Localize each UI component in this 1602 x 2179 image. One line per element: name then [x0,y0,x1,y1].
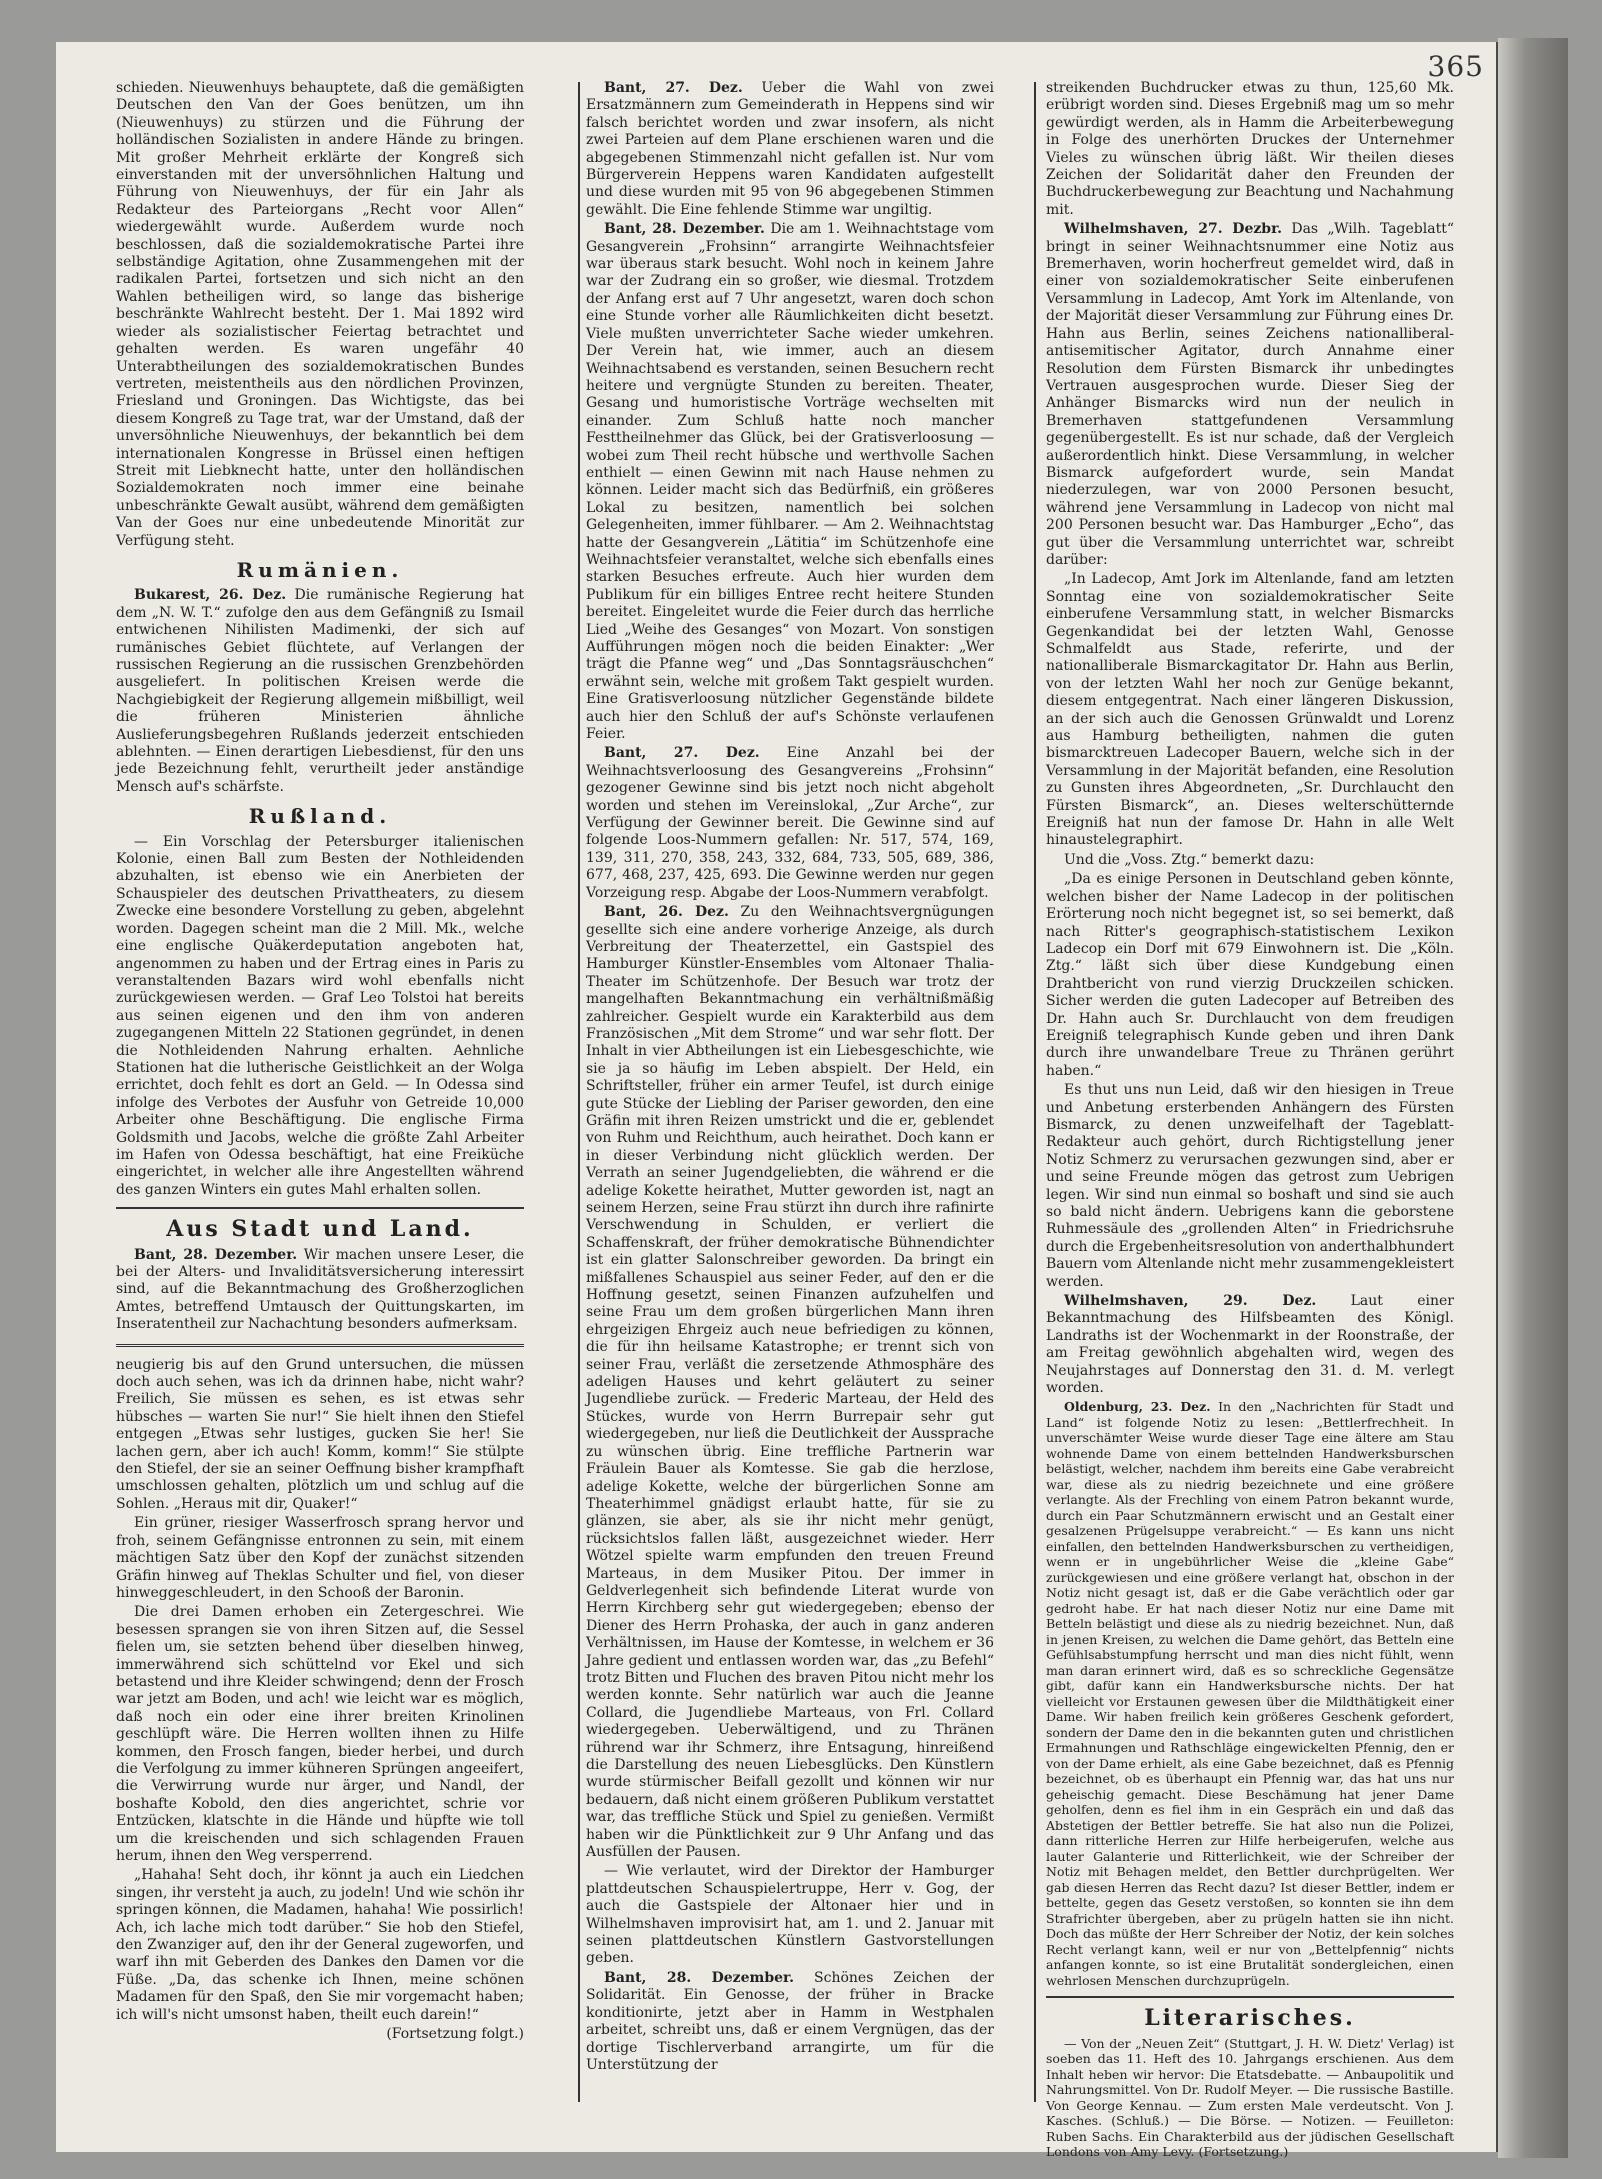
article-body: In den „Nachrichten für Stadt und Land“ ist folgende Notiz zu lesen: „Bettlerfrechheit. In unverschämter Weise wurde dieser Tage eine ältere am Stau wohnende Dame von einem bettelnden Handwerksburschen belästigt, welcher, nachdem ihm bereits eine Gabe verabreicht war, diese als zu niedrig bezeichnete und eine größere verlangte. Als der Frechling von einem Patron bekannt wurde, durch ein Paar Schutzmännern erwischt und an Gestalt einer gesalzenen Prügelsuppe verabreicht.“ — Es kann uns nicht einfallen, den bettelnden Handwerksburschen zu vertheidigen, wenn er in ungebührlicher Weise die „kleine Gabe“ zurückgewiesen und eine größere verlangt hat, obschon in der Notiz nicht gesagt ist, daß er die Gabe verächtlich oder gar gedroht habe. Er hat nach dieser Notiz nur eine Dame mit Betteln belästigt und diese als zu niedrig bezeichnet. Nun, daß in jenen Kreisen, zu welchen die Dame gehört, das Betteln eine Gefühlsabstumpfung herrscht und man dies nicht fühlt, wenn man daran erinnert wird, daß es so schreckliche Gegensätze gibt, dafür kann ein Handwerksbursche nichts. Der hat vielleicht vor Erstaunen gewesen über die Mildthätigkeit einer Dame. Wir haben freilich kein größeres Geschenk gefordert, sondern der Dame den in die bekannten guten und christlichen Ermahnungen und Rathschläge eingewickelten Pfennig, den er von der Dame erhielt, als eine Gabe bezeichnet, daß es Pfennig bezeichnet, ob es überhaupt ein Pfennig war, das hat uns nur geheischig gemacht. Diese Beschämung hat jener Dame geholfen, denn es fiel ihm in ein Gespräch ein und daß das Abstetigen der Bettler betreffe. Sie hat also nun die Polizei, dann ritterliche Herren zur Hilfe herbeigerufen, welche aus lauter Galanterie und Ritterlichkeit, wie der Schreiber der Notiz mit Behagen meldet, den Bettler durchprügelten. Wer gab diesen Herren das Recht dazu? Ist dieser Bettler, indem er bettelte, gegen das Gesetz verstoßen, so konnten sie ihn dem Strafrichter übergeben, aber zu prügeln hatten sie ihn nicht. Doch das müßte der Herr Schreiber der Notiz, der kein solches Recht verlangt kann, weil er nur von „Bettelpfennig“ nichts anfangen konnte, so ist eine Brutalität sondergleichen, einen wehrlosen Menschen durchzuprügeln. [1046,1399,1455,1988]
article-body: Das „Wilh. Tageblatt“ bringt in seiner Weihnachtsnummer eine Notiz aus Bremerhaven, worin hocherfreut gemeldet wird, daß in einer von sozialdemokratischer Seite einberufenen Versammlung in Ladecop, Amt York im Altenlande, von der Majorität dieser Versammlung zur Führung eines Dr. Hahn aus Berlin, seines Zeichens nationalliberal-antisemitischer Agitator, durch Annahme einer Resolution dem Fürsten Bismarck ihr unbedingtes Vertrauen ausgesprochen wurde. Dieser Sieg der Anhänger Bismarcks wird nun der neulich in Bremerhaven stattgefundenen Versammlung gegenübergestellt. Es ist nur schade, daß der Vergleich außerordentlich hinkt. Diese Versammlung, in welcher Bismarck aufgefordert wurde, sein Mandat niederzulegen, war von 2000 Personen besucht, während jene Versammlung in Ladecop von nicht mal 200 Personen besucht war. Das Hamburger „Echo“, das gut über die Versammlung unterrichtet war, schreibt darüber: [1046,221,1455,568]
feuilleton-text: „Hahaha! Seht doch, ihr könnt ja auch ein Liedchen singen, ihr versteht ja auch, zu jodeln! Und wie schön ihr springen können, die Madamen, hahaha! Wie possirlich! Ach, ich lache mich todt darüber.“ Sie hob den Stiefel, den Zwanziger auf, den ihr der General zugeworfen, und warf ihn mit Geberden des Dankes den Damen vor die Füße. „Da, das schenke ich Ihnen, meine schönen Madamen für den Spaß, den Sie mir vorgemacht haben; ich will's nicht umsonst haben, theilt euch darein!“ [116,1867,524,2023]
article-body: Wir machen unsere Leser, die bei der Alters- und Invaliditätsversicherung interessirt sind, auf die Bekanntmachung des Großherzoglichen Amtes, betreffend Umtausch der Quittungskarten, im Inseratentheil zur Nachachtung besonders aufmerksam. [116,1246,524,1333]
page-edge [1498,38,1568,2158]
article-text [1046,1293,1454,1397]
dateline: Bukarest, 26. Dez. [134,587,287,604]
article-text: streikenden Buchdrucker etwas zu thun, 125,60 Mk. erübrigt worden sind. Dieses Ergebniß mag um so mehr gewürdigt werden, als in Hamm die Arbeiterbewegung in Folge des unerhörten Druckes der Unternehmer Vieles zu wünschen übrig läßt. Wir theilen dieses Zeichen der Solidarität daher den Freunden der Buchdruckerbewegung zur Beachtung und Nachahmung mit. [1046,80,1454,218]
page-number: 365 [1427,50,1484,83]
section-heading-literarisches: Literarisches. [1144,2005,1356,2032]
article-text: — Von der „Neuen Zeit“ (Stuttgart, J. H. W. Dietz' Verlag) ist soeben das 11. Heft des 10. Jahrgangs erschienen. Aus dem Inhalt heben wir hervor: Die Etatsdebatte. — Anbaupolitik und Nahrungsmittel. Von Dr. Rudolf Meyer. — Die russische Bastille. Von George Kennau. — Zum ersten Male verdeutscht. Von J. Kasches. (Schluß.) — Die Börse. — Notizen. — Feuilleton: Ruben Sachs. Ein Charakterbild aus der jüdischen Gesellschaft Londons von Amy Levy. (Fortsetzung.) [1046,2035,1454,2160]
separator [116,1207,524,1209]
column-2 [586,80,994,2112]
dateline: Bant, 26. Dez. [604,904,729,921]
feuilleton-text: Ein grüner, riesiger Wasserfrosch sprang hervor und froh, seinem Gefängnisse entronnen zu sein, mit einem mächtigen Satz über den Kopf der zunächst sitzenden Gräfin hinweg auf Theklas Schulter und fiel, von dieser hinweggeschleudert, in den Schooß der Baronin. [116,1515,524,1601]
separator [1046,1996,1454,1998]
fortsetzung-note: (Fortsetzung folgt.) [386,2026,524,2043]
column-rule [1034,82,1036,2102]
dateline: Oldenburg, 23. Dez. [1064,1399,1211,1415]
article-body: Die rumänische Regierung hat dem „N. W. T.“ zufolge den aus dem Gefängniß zu Ismail entwichenen Nihilisten Madimenki, der sich auf rumänisches Gebiet flüchtete, auf Verlangen der russischen Regierung an die russischen Grenzbehörden ausgeliefert. In politischen Kreisen werde die Nachgiebigkeit der Regierung allgemein mißbilligt, weil die früheren Ministerien ähnliche Auslieferungsbegehren Rußlands jederzeit entschieden ablehnten. — Einen derartigen Liebesdienst, für den uns jede Bezeichnung fehlt, verurtheilt jeder anständige Mensch auf's schärfste. [116,587,525,795]
article-body: Ueber die Wahl von zwei Ersatzmännern zum Gemeinderath in Heppens sind wir falsch berichtet worden und zwar insofern, als nicht zwei Parteien auf dem Plane erschienen waren und die abgegebenen Stimmenzahl nicht gefallen ist. Nur vom Bürgerverein Heppens waren Kandidaten aufgestellt und diese wurden mit 95 von 96 abgegebenen Stimmen gewählt. Die Eine fehlende Stimme war ungiltig. [586,80,994,218]
feuilleton-text: Die drei Damen erhoben ein Zetergeschrei. Wie besessen sprangen sie von ihren Sitzen auf, die Sessel fielen um, sie setzten behend über dieselben hinweg, immerwährend sich schüttelnd vor Ekel und sich betastend und ihre Kleider schwingend; denn der Frosch war jetzt am Boden, und ach! wie leicht war es möglich, daß noch ein oder eine ihrer breiten Krinolinen geschlüpft wäre. Die Herren wollten ihnen zu Hilfe kommen, den Frosch fangen, bieder herbei, und durch die Verfolgung zu immer kühneren Sprüngen angeeifert, die Verwirrung wurde nur ärger, und Nandl, der boshafte Kobold, den dies angerichtet, schrie vor Entzücken, klatschte in die Hände und hüpfte wie toll um die kreischenden und sich schlagenden Frauen herum, ihnen den Weg versperrend. [116,1604,524,1864]
dateline: Bant, 28. Dezember. [604,221,765,238]
article-body: Zu den Weihnachtsvergnügungen gesellte sich eine andere vorherige Anzeige, als durch Verbreitung der Theaterzettel, ein Gastspiel des Hamburger Künstler-Ensembles vom Altonaer Thalia-Theater im Schützenhofe. Der Besuch war trotz der mangelhaften Bekanntmachung ein verhältnißmäßig zahlreicher. Gespielt wurde ein Karakterbild aus dem Französischen „Mit dem Strome“ und war sehr flott. Der Inhalt in vier Abtheilungen ist ein Liebesgeschichte, wie sie ja so häufig im Leben abspielt. Der Held, ein Schriftsteller, früher ein armer Teufel, ist durch einige gute Stücke der Liebling der Pariser geworden, den eine Gräfin mit ihren Reizen umstrickt und die er, geblendet von Ruhm und Reichthum, auch heirathet. Doch kann er in dieser Verbindung nicht glücklich werden. Der Verrath an seiner Jugendgeliebten, die während er die adelige Kokette heirathet, Mutter geworden ist, nagt an seinem Herzen, seine Frau stürzt ihn durch ihre rafinirte Verschwendung in Schulden, er verliert die Schaffenskraft, der früher demokratische Bühnendichter ist ein glatter Salonschreiber geworden. Da bringt ein mißfallenes Schauspiel aus seiner Feder, auf den er die Hoffnung gesetzt, seinen Finanzen aufzuhelfen und seine Frau um dem großen bürgerlichen Mann ihren ehrgeizigen Ehrgeiz auch neue befriedigen zu können, die für ihn heilsame Katastrophe; er trennt sich von seiner Frau, verläßt die zersetzende Athmosphäre des adeligen Hauses und kehrt geläutert zu seiner Jugendliebe zurück. — Frederic Marteau, der Held des Stückes, wurde von Herrn Burrepair sehr gut wiedergegeben, nur ließ die Deutlichkeit der Aussprache zu wünschen übrig. Eine treffliche Partnerin war Fräulein Bauer als Komtesse. Sie gab die herzlose, adelige Kokette, welche der bürgerlichen Sonne am Theaterhimmel gnädigst erlaubt hatte, für sie zu glänzen, sie aber, als sie ihr nicht mehr genügt, rücksichtslos fallen läßt, ausgezeichnet wieder. Herr Wötzel spielte warm empfunden den treuen Freund Marteaus, in dem Musiker Pitou. Der immer in Geldverlegenheit sich befindende Literat wurde von Herrn Kirchberg sehr gut wiedergegeben; ebenso der Diener des Herrn Prohaska, der auch in ganz anderen Verhältnissen, im Hause der Komtesse, in welchem er 36 Jahre gedient und entlassen worden war, das „zu Befehl“ trotz Bitten und Fluchen des braven Pitou nicht mehr los werden konnte. Sehr natürlich war auch die Jeanne Collard, die Jugendliebe Marteaus, von Frl. Collard wiedergegeben. Ueberwältigend, und zu Thränen rührend war ihr Schmerz, ihre Entsagung, hinreißend die Darstellung des neuen Liebesglücks. Den Künstlern wurde stürmischer Beifall gezollt und können wir nur bedauern, daß nicht einem größeren Publikum verstattet war, das treffliche Stück und Spiel zu genießen. Vermißt haben wir die Pünktlichkeit zur 9 Uhr Anfang und das Ausfüllen der Pausen. [586,904,995,1861]
section-heading-rumaenien: Rumänien. [236,557,404,582]
article-body: Eine Anzahl bei der Weihnachtsverloosung des Gesangvereins „Frohsinn“ gezogener Gewinne sind bis jetzt noch nicht abgeholt worden und stehen im Vereinslokal, „Zur Arche“, zur Verfügung der Gewinner bereit. Die Gewinne sind auf folgende Loos-Nummern gefallen: Nr. 517, 574, 169, 139, 311, 270, 358, 243, 332, 684, 733, 505, 689, 386, 677, 468, 237, 425, 693. Die Gewinne werden nur gegen Vorzeigung resp. Abgabe der Loos-Nummern verabfolgt. [586,745,995,901]
dateline: Bant, 28. Dezember. [134,1246,298,1263]
column-3 [1046,80,1455,2160]
article-text [116,587,524,796]
section-heading-russland: Rußland. [248,804,392,829]
article-quote: „Da es einige Personen in Deutschland geben könnte, welchen bisher der Name Ladecop in der politischen Erörterung noch nicht begegnet ist, so sei bemerkt, daß nach Ritter's geographisch-statistischem Lexikon Ladecop ein Dorf mit 679 Einwohnern ist. Die „Köln. Ztg.“ läßt sich über diese Kundgebung einen Drahtbericht von rund vierzig Druckzeilen schicken. Sicher werden die guten Ladecoper auf Betreiben des Dr. Hahn auch Sr. Durchlaucht von dem freudigen Ereigniß telegraphisch Kunde geben und ihren Dank durch ihre unwandelbare Treue zu Thränen gerührt haben.“ [1046,871,1454,1079]
article-text: — Ein Vorschlag der Petersburger italienischen Kolonie, einen Ball zum Besten der Nothleidenden abzuhalten, ist ebenso wie ein Anerbieten der Schauspieler des deutschen Privattheaters, zu diesem Zwecke eine besondere Vorstellung zu geben, abgelehnt worden. Dagegen scheint man die 2 Mill. Mk., welche eine englische Quäkerdeputation angeboten hat, angenommen zu haben und der Ertrag eines in Paris zu veranstaltenden Bazars wird wohl ebenfalls nicht zurückgewiesen werden. — Graf Leo Tolstoi hat bereits aus seinen eigenen und den ihm von anderen zugegangenen Mitteln 22 Stationen gegründet, in denen die Nothleidenden Nahrung erhalten. Aehnliche Stationen hat die lutherische Geistlichkeit an der Wolga errichtet, doch fehlt es dort an Geld. — In Odessa sind infolge des Verbotes der Ausfuhr von Getreide 10,000 Arbeiter ohne Beschäftigung. Die englische Firma Goldsmith und Jacobs, welche die größte Zahl Arbeiter im Hafen von Odessa beschäftigt, hat eine Freiküche eingerichtet, in welcher alle ihre Angestellten während des ganzen Winters ein gutes Mahl erhalten sollen. [116,833,524,1198]
article-text [586,904,994,1861]
dateline: Bant, 27. Dez. [604,80,743,96]
article-text [1046,1399,1454,1988]
column-rule [578,82,580,2102]
article-body: Die am 1. Weihnachtstage vom Gesangverein „Frohsinn“ arrangirte Weihnachtsfeier war überaus stark besucht. Wohl noch in keinem Jahre war der Zudrang ein so großer, wie diesmal. Trotzdem der Anfang erst auf 7 Uhr angesetzt, waren doch schon eine Stunde vorher alle Räumlichkeiten dicht besetzt. Viele mußten unverrichteter Sache wieder umkehren. Der Verein hat, wie immer, auch an diesem Weihnachtsabend es verstanden, seinen Besuchern recht heitere und vergnügte Stunden zu bereiten. Theater, Gesang und humoristische Vorträge wechselten mit einander. Zum Schluß hatte noch mancher Festtheilnehmer das Glück, bei der Gratisverloosung — wobei zum Theil recht hübsche und werthvolle Sachen enthielt — einen Gewinn mit nach Hause nehmen zu können. Leider macht sich das Bedürfniß, ein größeres Lokal zu besitzen, namentlich bei solchen Gelegenheiten, immer fühlbarer. — Am 2. Weihnachtstag hatte der Gesangverein „Lätitia“ im Schützenhofe eine Weihnachtsfeier veranstaltet, welche sich ebenfalls eines starken Besuches erfreute. Auch hier wurden dem Publikum für ein billiges Entree recht heitere Stunden bereitet. Eingeleitet wurde die Feier durch das herrliche Lied „Weihe des Gesanges“ von Mozart. Von sonstigen Aufführungen mögen noch die beiden Einakter: „Wer trägt die Pfanne weg“ und „Das Sonntagsräuschchen“ erwähnt sein, welche mit großem Takt gespielt wurden. Eine Gratisverloosung nützlicher Gegenstände bildete auch hier den Schluß der auf's Schönste verlaufenen Feier. [586,221,994,743]
article-text [586,80,994,219]
section-heading-stadt-land: Aus Stadt und Land. [166,1216,474,1243]
article-text [586,221,994,743]
dateline: Bant, 28. Dezember. [604,1969,795,1986]
feuilleton-text: neugierig bis auf den Grund untersuchen, die müssen doch auch sehen, was ich da drinnen habe, nicht wahr? Freilich, Sie müssen es sehen, es ist etwas sehr hübsches — warten Sie nur!“ Sie hielt ihnen den Stiefel entgegen „Etwas sehr lustiges, gucken Sie her! Sie lachen gern, aber ich auch! Komm, komm!“ Sie stülpte den Stiefel, der sie an seiner Oeffnung bisher krampfhaft umschlossen gehalten, plötzlich um und schlug auf die Sohlen. „Heraus mit dir, Quaker!“ [116,1356,524,1512]
feuilleton-separator [116,1344,524,1347]
article-text [1046,221,1454,569]
article-text: Und die „Voss. Ztg.“ bemerkt dazu: [1064,851,1315,868]
article-text [586,745,994,902]
article-text [116,1247,524,1334]
article-quote: „In Ladecop, Amt Jork im Altenlande, fand am letzten Sonntag eine von sozialdemokratischer Seite einberufene Versammlung statt, in welcher Bismarcks Gegenkandidat bei der letzten Wahl, Genosse Schmalfeldt aus Stade, referirte, und der nationalliberale Bismarckagitator Dr. Hahn aus Berlin, von der letzten Wahl her noch zur Genüge bekannt, diesem entgegentrat. Nach einer längeren Diskussion, an der sich auch die Genossen Grünwaldt und Lorenz aus Hamburg betheiligten, nahmen die guten bismarcktreuen Ladecoper Bauern, welche sich in der Versammlung in der Majorität befanden, eine Resolution zu Gunsten ihres Abgeordneten, „Sr. Durchlaucht den Fürsten Bismarck“, an. Dieses welterschütternde Ereigniß hat nun der famose Dr. Hahn in alle Welt hinaustelegraphirt. [1046,571,1454,849]
article-text: — Wie verlautet, wird der Direktor der Hamburger plattdeutschen Schauspielertruppe, Herr v. Gog, der auch die Gastspiele der Altonaer hier und in Wilhelmshaven improvisirt hat, am 1. und 2. Januar mit seinen plattdeutschen Künstlern Gastvorstellungen geben. [586,1863,994,1967]
article-text [586,1970,994,2074]
dateline: Bant, 27. Dez. [604,745,760,762]
article-body: Laut einer Bekanntmachung des Hilfsbeamten des Königl. Landraths ist der Wochenmarkt in der Roonstraße, der am Freitag gewöhnlich abgehalten wird, wegen des Neujahrstages auf Donnerstag den 31. d. M. verlegt worden. [1046,1293,1454,1397]
dateline: Wilhelmshaven, 29. Dez. [1064,1293,1317,1310]
column-1 [116,80,524,2112]
article-body: Schönes Zeichen der Solidarität. Ein Genosse, der früher in Bracke konditionirte, jetzt aber in Hamm in Westphalen arbeitet, schreibt uns, daß er einem Vergnügen, das der dortige Tischlerverband arrangirte, um für die Unterstützung der [586,1969,994,2073]
newspaper-page [56,42,1498,2160]
article-text: Es thut uns nun Leid, daß wir den hiesigen in Treue und Anbetung ersterbenden Anhängern des Fürsten Bismarck, zu denen unzweifelhaft der Tageblatt-Redakteur auch gehört, durch Richtigstellung jener Notiz Schmerz zu verursachen gezwungen sind, aber er und seine Freunde mögen das getrost zum Uebrigen legen. Wir sind nun einmal so boshaft und sind sie auch so bald nicht ändern. Uebrigens kann die geborstene Ruhmessäule des „grollenden Alten“ in Friedrichsruhe durch die Ergebenheitsresolution von anderthalbhundert Bauern vom Altenlande nicht mehr zusammengekleistert werden. [1046,1082,1454,1290]
article-text: schieden. Nieuwenhuys behauptete, daß die gemäßigten Deutschen den Van der Goes benützen, um ihn (Nieuwenhuys) zu stürzen und die Führung der holländischen Sozialisten in andere Hände zu bringen. Mit großer Mehrheit erklärte der Kongreß sich einverstanden mit der unversöhnlichen Haltung und Führung von Nieuwenhuys, der für ein Jahr als Redakteur des Parteiorgans „Recht voor Allen“ wiedergewählt wurde. Außerdem wurde noch beschlossen, daß die sozialdemokratische Partei ihre selbständige Agitation, ohne Zusammengehen mit der radikalen Partei, fortsetzen und sich nicht an den Wahlen betheiligen wird, so lange das bisherige beschränkte Wahlrecht besteht. Der 1. Mai 1892 wird wieder als sozialistischer Feiertag betrachtet und gehalten werden. Es waren ungefähr 40 Unterabtheilungen des sozialdemokratischen Bundes vertreten, meistentheils aus den nördlichen Provinzen, Friesland und Groningen. Das Wichtigste, das bei diesem Kongreß zu Tage trat, war der Umstand, daß der unversöhnliche Nieuwenhuys, der bekanntlich bei dem internationalen Kongresse in Brüssel einen heftigen Streit mit Liebknecht hatte, unter den holländischen Sozialdemokraten noch immer eine beinahe unbeschränkte Gewalt ausübt, während dem gemäßigten Van der Goes nur eine unbedeutende Minorität zur Verfügung steht. [116,80,524,549]
dateline: Wilhelmshaven, 27. Dezbr. [1064,221,1283,238]
